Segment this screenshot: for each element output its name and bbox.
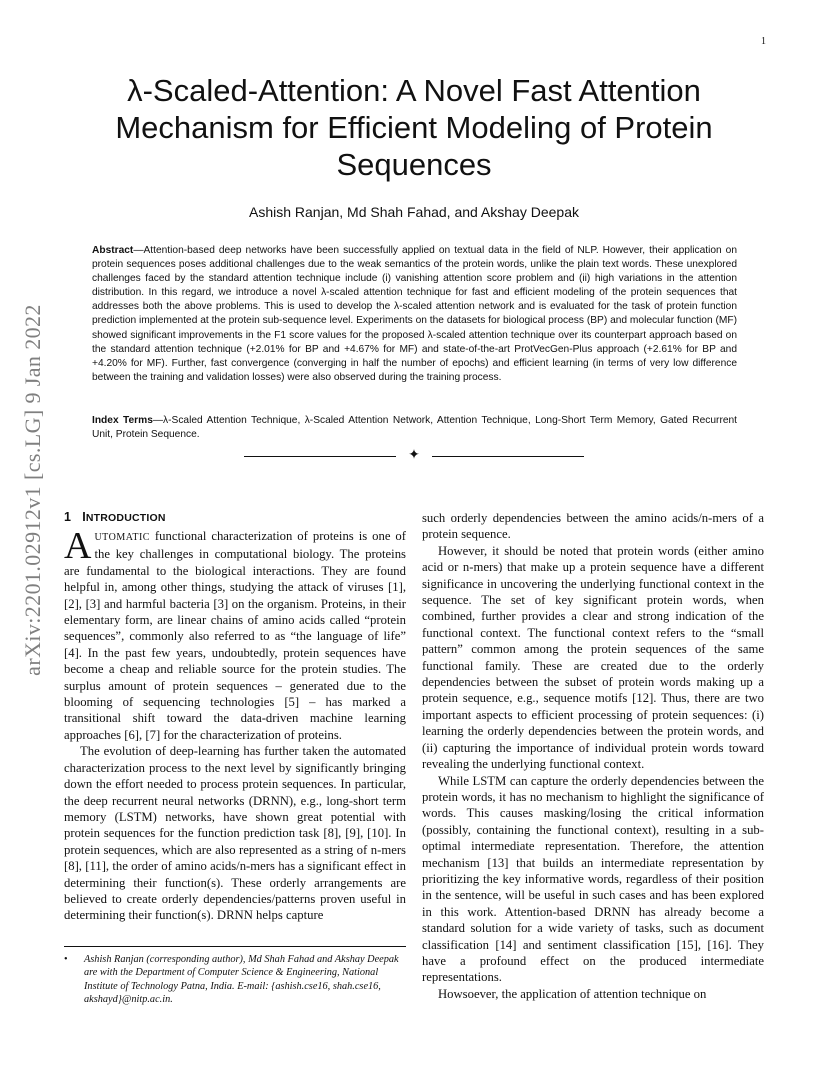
author-list: Ashish Ranjan, Md Shah Fahad, and Akshay Deepak [249,204,579,220]
section-heading [64,510,406,524]
divider-line-left [244,456,396,457]
section-title-initial: I [82,510,86,524]
right-paragraph-4: Howsoever, the application of attention technique on [438,986,707,1001]
page-number: 1 [761,36,766,47]
footnote-rule [64,946,406,947]
author-footnote [64,953,406,1006]
footnote-text: Ashish Ranjan (corresponding author), Md Shah Fahad and Akshay Deepak are with the Department of Computer Science & Engineering, National Institute of Technology Patna, India. E-mail: {ashish.cse16, shah.cse16, akshayd}@nitp.ac.in. [84,954,399,1005]
arxiv-identifier [8,300,58,680]
index-terms-text: —λ-Scaled Attention Technique, λ-Scaled Attention Network, Attention Technique, Long-Short Term Memory, Gated Recurrent Unit, Protein Sequence. [92,415,737,441]
left-column [64,510,406,924]
right-paragraph-1: such orderly dependencies between the amino acids/n-mers of a protein sequence. [422,511,764,542]
intro-paragraph-2: The evolution of deep-learning has further taken the automated characterization process to the next level by significantly bringing down the effort needed to process protein sequences. In particular, the deep recurrent neural networks (DRNN), e.g., long-short term memory (LSTM) networks, have shown great potential with protein sequences for the function prediction task [8], [9], [10]. In protein sequences, which are also represented as a string of n-mers [8], [11], the order of amino acids/n-mers has a significant effect in determining their function(s). These orderly arrangements are believed to create orderly dependencies/patterns proven useful in determining their function(s). DRNN helps capture [64,744,406,923]
intro-paragraph-1 [64,525,406,743]
divider-line-right [432,456,584,457]
paper-title: λ-Scaled-Attention: A Novel Fast Attention Mechanism for Efficient Modeling of Protein Sequences [115,73,713,182]
arxiv-identifier-text: arXiv:2201.02912v1 [cs.LG] 9 Jan 2022 [20,304,45,676]
section-title-rest: NTRODUCTION [85,512,166,524]
section-divider [244,449,584,463]
footnote-bullet-icon: • [64,954,68,965]
section-number: 1 [64,510,72,524]
dropcap: A [64,525,92,567]
abstract [92,244,737,385]
right-column [422,510,764,1002]
smallcaps-lead: UTOMATIC [94,532,150,543]
right-paragraph-2: However, it should be noted that protein words (either amino acid or n-mers) that make up a protein sequence have a different significance in uncovering the underlying functional context in the sequence. The set of key significant protein words, when combined, further provides a clear and strong indication of the functional context. The functional context refers to the “small pattern” common among the protein sequences of the same functional family. These are created due to the orderly dependencies between the subset of protein words making up a protein sequence, e.g., sequence motifs [12]. Thus, there are two important aspects to efficient processing of protein sequences: (i) learning the orderly dependencies between the protein words, and (ii) capturing the importance of individual protein words toward revealing the underlying functional context. [422,543,764,772]
abstract-label: Abstract [92,245,134,256]
index-terms-label: Index Terms [92,415,153,426]
divider-star-icon: ✦ [408,447,420,463]
abstract-text: —Attention-based deep networks have been successfully applied on textual data in the field of NLP. However, their application on protein sequences poses additional challenges due to the weak semantics of the protein words, unlike the plain text words. These unexplored challenges faced by the standard attention technique include (i) vanishing attention score problem and (ii) high variations in the attention distribution. In this regard, we introduce a novel λ-scaled attention technique for fast and efficient modeling of the protein sequences that addresses both the above problems. This is used to develop the λ-scaled attention network and is evaluated for the task of protein function prediction implemented at the protein sub-sequence level. Experiments on the datasets for biological process (BP) and molecular function (MF) showed significant improvements in the F1 score values for the proposed λ-scaled attention technique over its counterpart approach based on the standard attention technique (+2.01% for BP and +4.67% for MF) and state-of-the-art ProtVecGen-Plus approach (+2.61% for BP and +4.20% for MF). Further, fast convergence (converging in half the number of epochs) and efficient learning (in terms of very low difference between the training and validation losses) were also observed during the training process. [92,245,737,383]
right-paragraph-3: While LSTM can capture the orderly dependencies between the protein words, it has no mechanism to highlight the significance of words. This causes masking/losing the critical information (possibly, containing the functional context), resulting in a sub-optimal intermediate representation. Therefore, the attention mechanism [13] that builds an intermediate representation by prioritizing the key informative words, regardless of their position in the sentence, will be useful in such cases and has been explored in this work. Attention-based DRNN has already become a standard solution for a wide variety of tasks, such as document classification [14] and sentiment classification [15], [16]. They have a profound effect on the produced intermediate representations. [422,773,764,985]
index-terms [92,414,737,442]
intro-paragraph-1-text: functional characterization of proteins is one of the key challenges in computational biology. The proteins are fundamental to the biological interactions. They are found helpful in, among other things, studying the attack of viruses [1], [2], [3] and harmful bacteria [3] on the organism. Proteins, in their elementary form, are linear chains of amino acids called “protein sequences”, commonly also referred to as “the language of life” [4]. In the past few years, undoubtedly, protein sequences have become a cheap and reliable source for the protein studies. The surplus amount of protein sequences – generated due to the blooming of sequencing technologies [5] – has marked a transitional shift toward the data-driven machine learning approaches [6], [7] for the characterization of proteins. [64,529,406,742]
